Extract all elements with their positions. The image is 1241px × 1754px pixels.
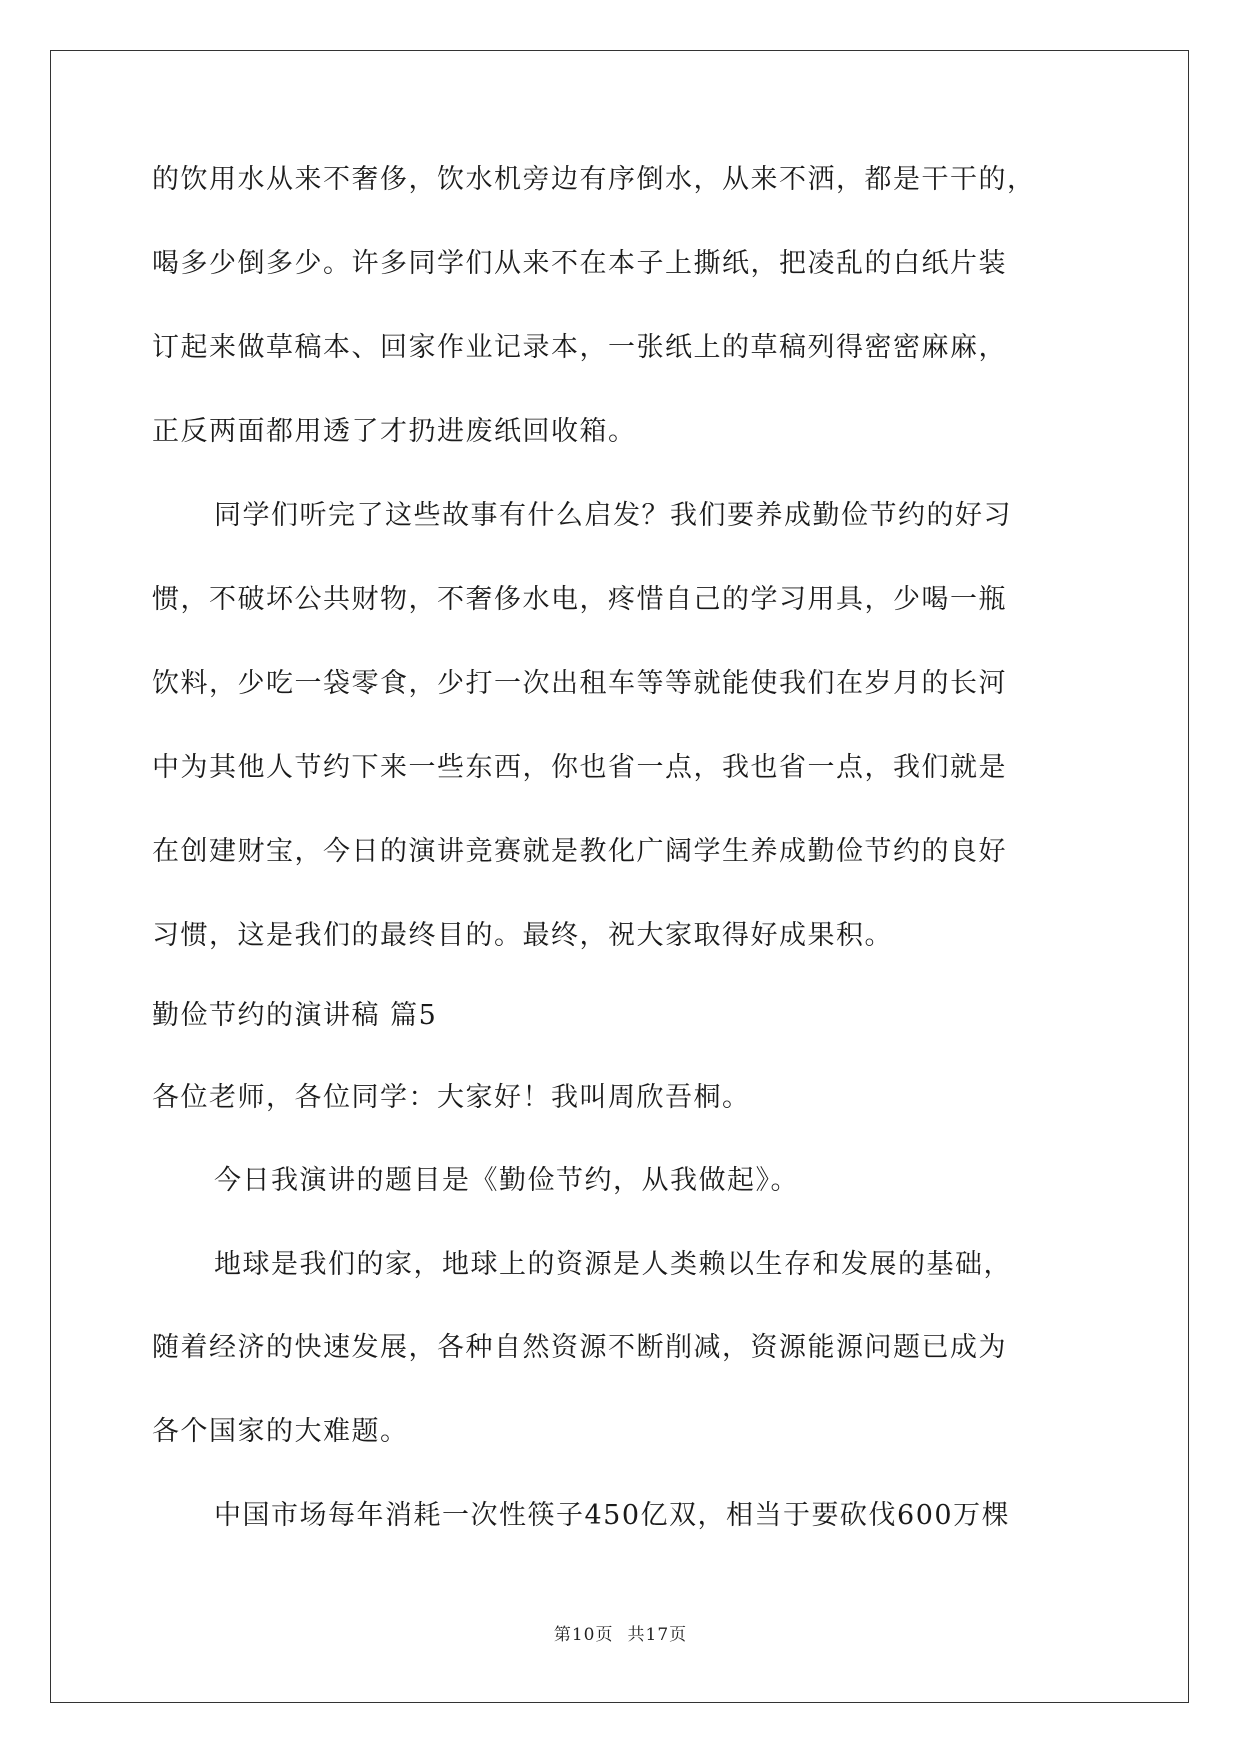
page-number: 第10页 — [553, 1625, 614, 1645]
paragraph-first-line: 地球是我们的家，地球上的资源是人类赖以生存和发展的基础， — [214, 1249, 1012, 1280]
text-line: 订起来做草稿本、回家作业记录本，一张纸上的草稿列得密密麻麻， — [152, 332, 1007, 363]
text-line: 习惯，这是我们的最终目的。最终，祝大家取得好成果积。 — [152, 920, 893, 951]
page-footer — [0, 1620, 1241, 1645]
text-line: 喝多少倒多少。许多同学们从来不在本子上撕纸，把凌乱的白纸片装 — [152, 248, 1007, 279]
text-line: 饮料，少吃一袋零食，少打一次出租车等等就能使我们在岁月的长河 — [152, 668, 1007, 699]
salutation-line: 各位老师，各位同学：大家好！我叫周欣吾桐。 — [152, 1082, 751, 1113]
text-line: 惯，不破坏公共财物，不奢侈水电，疼惜自己的学习用具，少喝一瓶 — [152, 584, 1007, 615]
page-total: 共17页 — [627, 1625, 688, 1645]
text-line: 的饮用水从来不奢侈，饮水机旁边有序倒水，从来不洒，都是干干的， — [152, 164, 1036, 195]
text-line: 正反两面都用透了才扔进废纸回收箱。 — [152, 416, 637, 447]
paragraph-first-line: 同学们听完了这些故事有什么启发？我们要养成勤俭节约的好习 — [214, 500, 1012, 531]
page-border — [50, 50, 1189, 1703]
section-heading: 勤俭节约的演讲稿 篇5 — [152, 1000, 438, 1031]
text-line: 各个国家的大难题。 — [152, 1416, 409, 1447]
text-line: 随着经济的快速发展，各种自然资源不断削减，资源能源问题已成为 — [152, 1332, 1007, 1363]
paragraph-first-line: 今日我演讲的题目是《勤俭节约，从我做起》。 — [214, 1165, 799, 1196]
text-line: 中为其他人节约下来一些东西，你也省一点，我也省一点，我们就是 — [152, 752, 1007, 783]
paragraph-first-line: 中国市场每年消耗一次性筷子450亿双，相当于要砍伐600万棵 — [214, 1500, 1011, 1531]
text-line: 在创建财宝，今日的演讲竞赛就是教化广阔学生养成勤俭节约的良好 — [152, 836, 1007, 867]
